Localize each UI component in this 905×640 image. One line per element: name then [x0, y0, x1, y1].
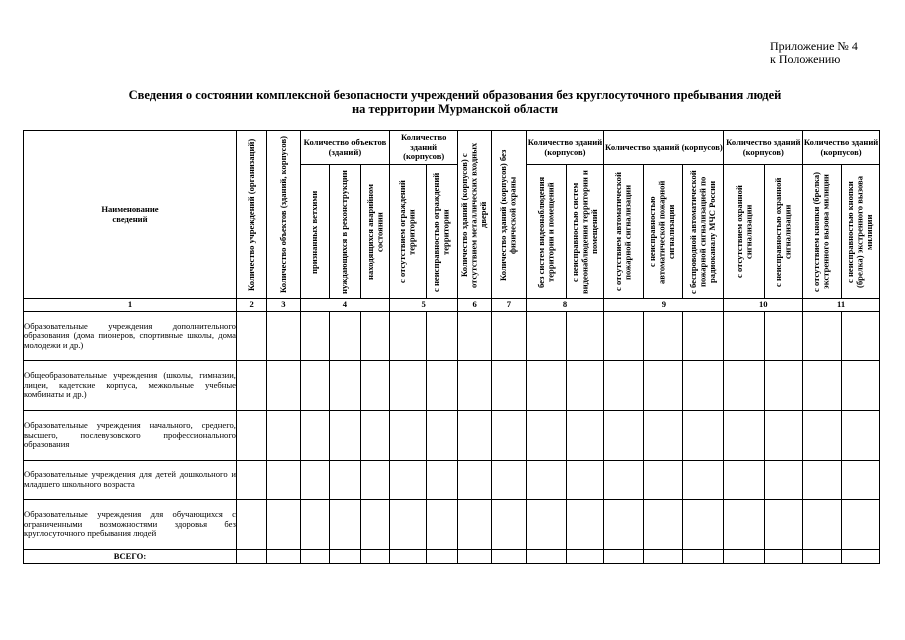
- data-cell: [457, 550, 491, 564]
- data-cell: [236, 461, 266, 500]
- data-cell: [267, 312, 300, 361]
- header-sub-fire-alarm-broken: [643, 165, 682, 299]
- data-cell: [764, 550, 802, 564]
- data-cell: [604, 361, 643, 411]
- data-cell: [390, 550, 426, 564]
- column-number: 6: [457, 299, 491, 312]
- table-row: [24, 461, 880, 500]
- data-cell: [566, 312, 603, 361]
- column-number: 11: [803, 299, 880, 312]
- column-number: 3: [267, 299, 300, 312]
- header-sub-panic-button-broken: [841, 165, 880, 299]
- sub-no-fence-label: с отсутствием ограждений территории: [397, 180, 418, 283]
- data-cell: [724, 500, 764, 550]
- data-cell: [643, 461, 682, 500]
- header-institutions-label: Количество учреждений (организаций): [245, 138, 256, 291]
- column-number: 8: [526, 299, 604, 312]
- appendix-line-2: к Положению: [770, 52, 841, 66]
- data-cell: [604, 411, 643, 461]
- data-cell: [724, 461, 764, 500]
- data-cell: [492, 361, 526, 411]
- data-cell: [300, 361, 329, 411]
- header-sub-no-fire-alarm: [604, 165, 643, 299]
- data-cell: [361, 312, 390, 361]
- data-cell: [604, 550, 643, 564]
- data-cell: [426, 461, 457, 500]
- header-sub-no-fence: [390, 165, 426, 299]
- row-name: Образовательные учреждения для детей дошкольного и младшего школьного возраста: [24, 461, 237, 500]
- header-name: [24, 131, 237, 299]
- row-name: Образовательные учреждения начального, среднего, высшего, послевузовского профессионального образования: [24, 411, 237, 461]
- data-cell: [841, 500, 880, 550]
- data-cell: [236, 361, 266, 411]
- data-cell: [764, 461, 802, 500]
- column-number: 9: [604, 299, 724, 312]
- total-row: [24, 550, 880, 564]
- data-cell: [390, 461, 426, 500]
- data-cell: [329, 411, 360, 461]
- data-cell: [457, 361, 491, 411]
- header-sub-wireless-alarm: [683, 165, 724, 299]
- data-cell: [643, 361, 682, 411]
- column-number: 7: [492, 299, 526, 312]
- data-cell: [492, 550, 526, 564]
- data-cell: [236, 312, 266, 361]
- data-cell: [604, 312, 643, 361]
- data-cell: [390, 361, 426, 411]
- sub-no-security-alarm-label: с отсутствием охранной сигнализации: [733, 185, 754, 278]
- data-cell: [492, 312, 526, 361]
- row-name: Образовательные учреждения для обучающихся с ограниченными возможностями здоровья без круглосуточного пребывания людей: [24, 500, 237, 550]
- appendix-line-1: Приложение № 4: [770, 39, 858, 53]
- document-title: [60, 88, 850, 116]
- data-cell: [426, 500, 457, 550]
- total-label: ВСЕГО:: [24, 550, 237, 564]
- data-cell: [329, 461, 360, 500]
- header-metal-doors-label: Количество зданий (корпусов) с отсутствием металлических входных дверей: [459, 141, 489, 288]
- column-number: 1: [24, 299, 237, 312]
- data-cell: [764, 361, 802, 411]
- data-cell: [457, 500, 491, 550]
- sub-security-alarm-broken-label: с неисправностью охранной сигнализации: [772, 176, 793, 287]
- data-cell: [683, 361, 724, 411]
- data-cell: [724, 312, 764, 361]
- table-row: [24, 500, 880, 550]
- data-cell: [803, 550, 841, 564]
- data-cell: [457, 312, 491, 361]
- header-no-guard-label: Количество зданий (корпусов) без физической охраны: [498, 148, 518, 281]
- data-cell: [526, 411, 566, 461]
- sub-fire-alarm-broken-label: с неисправностью автоматической пожарной сигнализации: [647, 179, 677, 284]
- data-cell: [361, 461, 390, 500]
- row-name: Образовательные учреждения дополнительного образования (дома пионеров, спортивные школы, дома молодежи и др.): [24, 312, 237, 361]
- data-cell: [390, 411, 426, 461]
- header-sub-no-security-alarm: [724, 165, 764, 299]
- data-cell: [604, 500, 643, 550]
- appendix-reference: [770, 40, 890, 66]
- data-cell: [300, 312, 329, 361]
- sub-video-broken-label: с неисправностью систем видеонаблюдения территории и помещений: [569, 169, 599, 294]
- sub-emergency-recognized-label: признанных ветхими: [308, 189, 319, 274]
- data-cell: [457, 461, 491, 500]
- data-cell: [803, 500, 841, 550]
- header-sub-no-panic-button: [803, 165, 841, 299]
- table-row: [24, 312, 880, 361]
- data-cell: [329, 500, 360, 550]
- sub-emergency-state-label: находящихся аварийном состоянии: [364, 183, 385, 280]
- data-cell: [803, 312, 841, 361]
- title-line-1: Сведения о состоянии комплексной безопасности учреждений образования без круглосуточного пребывания людей: [128, 88, 782, 102]
- data-cell: [566, 550, 603, 564]
- data-cell: [526, 500, 566, 550]
- data-cell: [764, 500, 802, 550]
- data-cell: [361, 361, 390, 411]
- data-cell: [526, 312, 566, 361]
- table-row: [24, 361, 880, 411]
- column-number: 2: [236, 299, 266, 312]
- data-cell: [492, 461, 526, 500]
- data-cell: [724, 361, 764, 411]
- header-metal-doors: [457, 131, 491, 299]
- header-group-panic: Количество зданий (корпусов): [803, 131, 880, 165]
- data-cell: [267, 411, 300, 461]
- data-cell: [426, 312, 457, 361]
- data-cell: [803, 361, 841, 411]
- data-cell: [267, 361, 300, 411]
- header-group-fence: Количество зданий (корпусов): [390, 131, 458, 165]
- header-institutions: [236, 131, 266, 299]
- data-cell: [329, 312, 360, 361]
- data-cell: [566, 461, 603, 500]
- data-cell: [361, 500, 390, 550]
- data-cell: [329, 550, 360, 564]
- header-sub-video-broken: [566, 165, 603, 299]
- data-cell: [841, 550, 880, 564]
- data-cell: [390, 312, 426, 361]
- data-cell: [526, 461, 566, 500]
- header-objects-label: Количество объектов (зданий, корпусов): [277, 136, 288, 293]
- data-cell: [361, 550, 390, 564]
- title-line-2: на территории Мурманской области: [351, 102, 559, 116]
- data-cell: [683, 461, 724, 500]
- data-cell: [361, 411, 390, 461]
- data-cell: [764, 411, 802, 461]
- column-number-row: [24, 299, 880, 312]
- safety-report-table: [23, 130, 880, 564]
- data-cell: [566, 361, 603, 411]
- data-cell: [457, 411, 491, 461]
- header-sub-emergency-state: [361, 165, 390, 299]
- data-cell: [300, 461, 329, 500]
- data-cell: [236, 500, 266, 550]
- column-number: 10: [724, 299, 803, 312]
- data-cell: [841, 361, 880, 411]
- data-cell: [492, 411, 526, 461]
- data-cell: [683, 312, 724, 361]
- data-cell: [492, 500, 526, 550]
- data-cell: [803, 411, 841, 461]
- header-sub-no-video: [526, 165, 566, 299]
- table-row: [24, 411, 880, 461]
- sub-fence-broken-label: с неисправностью ограждений территории: [431, 171, 451, 292]
- data-cell: [724, 411, 764, 461]
- header-group-objects: Количество объектов (зданий): [300, 131, 390, 165]
- data-cell: [300, 500, 329, 550]
- header-objects: [267, 131, 300, 299]
- data-cell: [683, 411, 724, 461]
- sub-no-panic-button-label: с отсутствием кнопки (брелка) экстренного вызова милиции: [811, 171, 831, 292]
- data-cell: [566, 411, 603, 461]
- data-cell: [390, 500, 426, 550]
- data-cell: [426, 361, 457, 411]
- header-sub-reconstruction: [329, 165, 360, 299]
- data-cell: [267, 461, 300, 500]
- sub-reconstruction-label: нуждающихся в реконструкции: [339, 169, 350, 294]
- header-sub-emergency-recognized: [300, 165, 329, 299]
- data-cell: [236, 411, 266, 461]
- column-number: 5: [390, 299, 458, 312]
- data-cell: [643, 411, 682, 461]
- data-cell: [329, 361, 360, 411]
- data-cell: [267, 550, 300, 564]
- data-cell: [683, 500, 724, 550]
- header-sub-fence-broken: [426, 165, 457, 299]
- data-cell: [267, 500, 300, 550]
- data-cell: [300, 411, 329, 461]
- data-cell: [841, 411, 880, 461]
- data-cell: [764, 312, 802, 361]
- column-number: 4: [300, 299, 390, 312]
- data-cell: [841, 312, 880, 361]
- data-cell: [841, 461, 880, 500]
- row-name: Общеобразовательные учреждения (школы, гимназии, лицеи, кадетские корпуса, межкольные учебные комбинаты и др.): [24, 361, 237, 411]
- data-cell: [526, 361, 566, 411]
- data-cell: [724, 550, 764, 564]
- header-no-guard: [492, 131, 526, 299]
- data-cell: [643, 500, 682, 550]
- sub-panic-button-broken-label: с неисправностью кнопки (брелка) экстренного вызова милиции: [844, 175, 875, 288]
- sub-no-fire-alarm-label: с отсутствием автоматической пожарной сигнализации: [612, 172, 633, 291]
- header-group-video: Количество зданий (корпусов): [526, 131, 604, 165]
- data-cell: [300, 550, 329, 564]
- data-cell: [426, 411, 457, 461]
- data-cell: [643, 312, 682, 361]
- data-cell: [526, 550, 566, 564]
- header-group-fire: Количество зданий (корпусов): [604, 131, 724, 165]
- data-cell: [566, 500, 603, 550]
- data-cell: [803, 461, 841, 500]
- sub-no-video-label: без систем видеонаблюдения территории и помещений: [535, 175, 556, 288]
- data-cell: [604, 461, 643, 500]
- header-sub-security-alarm-broken: [764, 165, 802, 299]
- header-name-label: Наименование сведений: [101, 203, 159, 224]
- data-cell: [643, 550, 682, 564]
- header-group-security: Количество зданий (корпусов): [724, 131, 803, 165]
- sub-wireless-alarm-label: с беспроводной автоматической пожарной сигнализацией по радиоканалу МЧС России: [687, 169, 718, 294]
- data-cell: [236, 550, 266, 564]
- data-cell: [426, 550, 457, 564]
- data-cell: [683, 550, 724, 564]
